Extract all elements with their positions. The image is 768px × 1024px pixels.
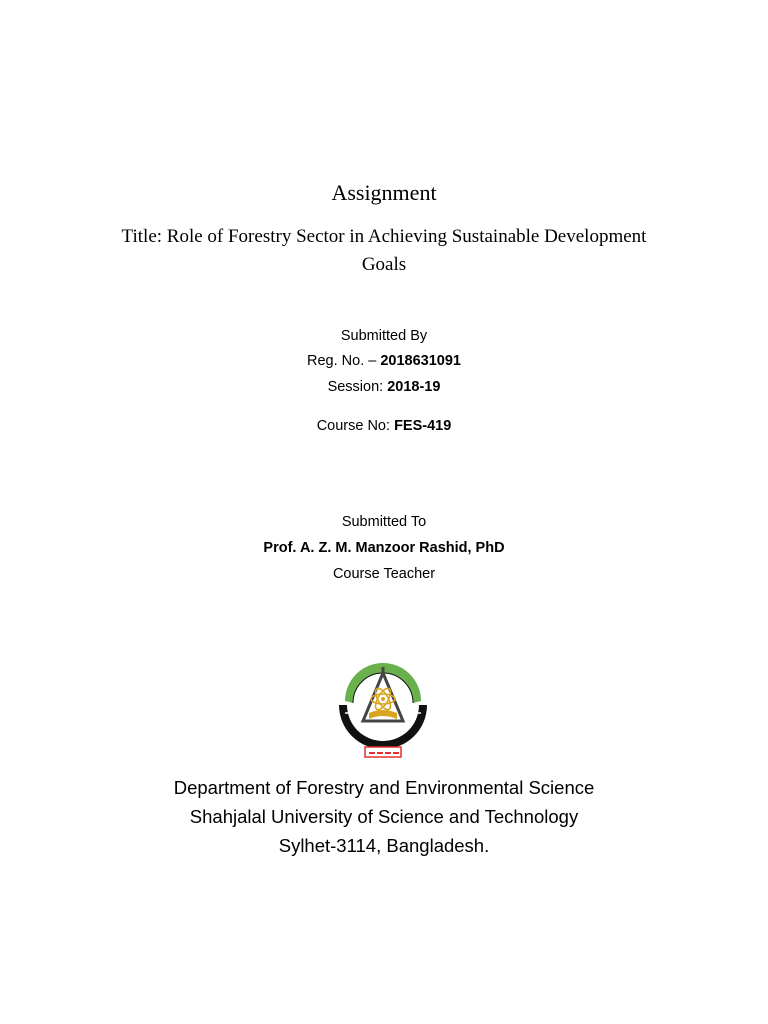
title-line-2: Goals — [361, 254, 407, 275]
submitted-to-label: Submitted To — [341, 514, 427, 530]
reg-value: 2018631091 — [380, 353, 461, 369]
title-line-1: Title: Role of Forestry Sector in Achieving Sustainable Development — [121, 226, 647, 247]
teacher-name-text: Prof. A. Z. M. Manzoor Rashid, PhD — [263, 540, 505, 556]
teacher-role: Course Teacher — [332, 566, 436, 582]
department-name: Department of Forestry and Environmental Science — [173, 777, 595, 798]
course-value: FES-419 — [394, 418, 452, 434]
course-number — [0, 418, 768, 434]
session-label: Session: — [327, 379, 388, 395]
session — [0, 379, 768, 395]
document-heading: Assignment — [331, 180, 437, 205]
teacher-name — [0, 540, 768, 556]
session-value: 2018-19 — [387, 379, 441, 395]
submitted-by-label: Submitted By — [340, 328, 428, 344]
reg-label: Reg. No. – — [307, 353, 381, 369]
course-label: Course No: — [316, 418, 395, 434]
registration-number — [0, 353, 768, 369]
university-logo-icon — [333, 653, 433, 761]
university-name: Shahjalal University of Science and Technology — [189, 806, 579, 827]
address: Sylhet-3114, Bangladesh. — [278, 835, 490, 856]
